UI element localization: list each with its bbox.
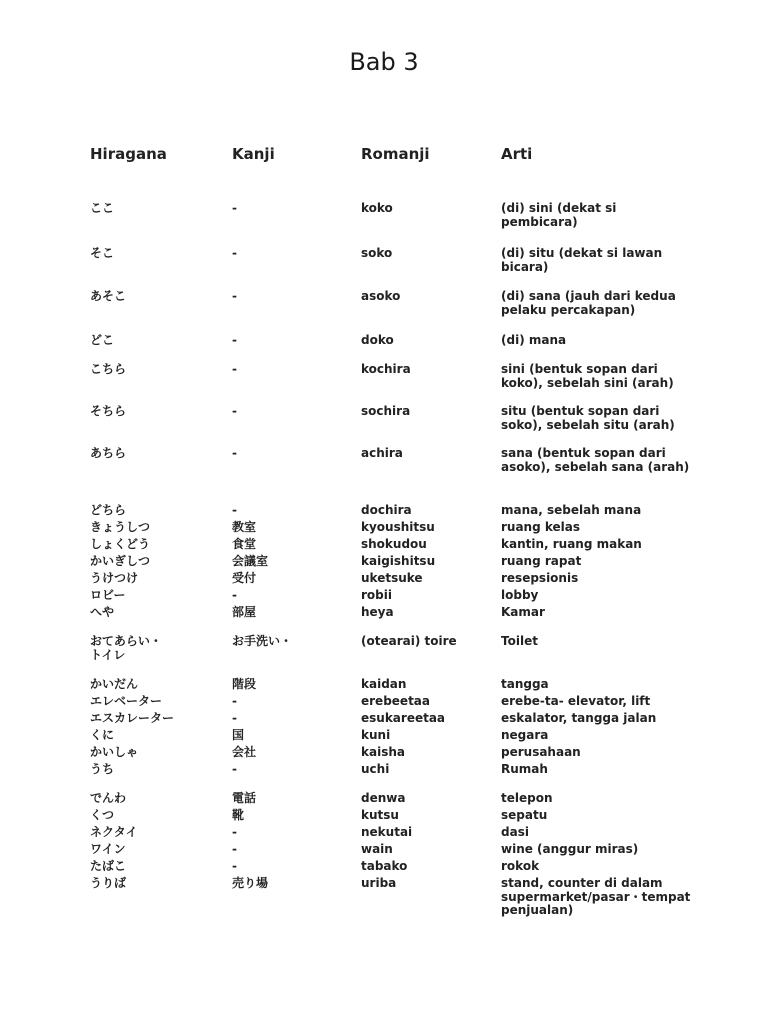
cell-romanji: (otearai) toire: [361, 634, 457, 648]
cell-romanji: wain: [361, 842, 393, 856]
cell-arti: eskalator, tangga jalan: [501, 711, 657, 725]
cell-romanji: doko: [361, 333, 394, 347]
cell-romanji: uchi: [361, 762, 390, 776]
cell-romanji: kochira: [361, 362, 411, 376]
cell-hiragana: あそこ: [90, 289, 127, 303]
cell-arti: Rumah: [501, 762, 548, 776]
cell-hiragana: うち: [90, 762, 115, 776]
cell-hiragana: かいだん: [90, 677, 139, 691]
cell-romanji: erebeetaa: [361, 694, 430, 708]
cell-arti: tangga: [501, 677, 549, 691]
cell-romanji: dochira: [361, 503, 412, 517]
cell-kanji: -: [232, 859, 237, 873]
cell-kanji: お手洗い・: [232, 634, 293, 648]
cell-romanji: sochira: [361, 404, 411, 418]
cell-hiragana: ここ: [90, 201, 115, 215]
cell-romanji: kaidan: [361, 677, 407, 691]
cell-arti: ruang rapat: [501, 554, 582, 568]
cell-arti: negara: [501, 728, 549, 742]
cell-arti: rokok: [501, 859, 540, 873]
cell-hiragana: こちら: [90, 362, 127, 376]
cell-arti: (di) situ (dekat si lawan bicara): [501, 246, 663, 274]
cell-kanji: 国: [232, 728, 245, 742]
cell-hiragana: どこ: [90, 333, 115, 347]
cell-romanji: tabako: [361, 859, 408, 873]
cell-arti: Kamar: [501, 605, 545, 619]
cell-hiragana: ネクタイ: [90, 825, 138, 839]
cell-kanji: -: [232, 711, 237, 725]
cell-kanji: 教室: [232, 520, 257, 534]
cell-kanji: 食堂: [232, 537, 257, 551]
cell-hiragana: でんわ: [90, 791, 127, 805]
cell-arti: lobby: [501, 588, 539, 602]
cell-kanji: -: [232, 588, 237, 602]
cell-arti: situ (bentuk sopan dari soko), sebelah situ (arah): [501, 404, 675, 432]
cell-arti: (di) sini (dekat si pembicara): [501, 201, 617, 229]
page-title: Bab 3: [349, 48, 419, 76]
cell-romanji: heya: [361, 605, 394, 619]
cell-hiragana: うりば: [90, 876, 127, 890]
cell-romanji: shokudou: [361, 537, 427, 551]
cell-kanji: 階段: [232, 677, 257, 691]
cell-arti: kantin, ruang makan: [501, 537, 642, 551]
cell-hiragana: へや: [90, 605, 115, 619]
cell-kanji: -: [232, 246, 237, 260]
cell-romanji: kaisha: [361, 745, 405, 759]
cell-hiragana: エレベーター: [90, 694, 163, 708]
cell-arti: perusahaan: [501, 745, 581, 759]
cell-arti: resepsionis: [501, 571, 579, 585]
cell-kanji: -: [232, 201, 237, 215]
cell-hiragana: そちら: [90, 404, 127, 418]
cell-kanji: 電話: [232, 791, 257, 805]
cell-romanji: uketsuke: [361, 571, 423, 585]
cell-hiragana: かいぎしつ: [90, 554, 151, 568]
cell-hiragana: おてあらい・ トイレ: [90, 634, 162, 662]
cell-kanji: 会議室: [232, 554, 269, 568]
cell-hiragana: きょうしつ: [90, 520, 151, 534]
cell-romanji: koko: [361, 201, 393, 215]
cell-arti: erebe-ta- elevator, lift: [501, 694, 651, 708]
cell-kanji: -: [232, 694, 237, 708]
cell-hiragana: ワイン: [90, 842, 126, 856]
cell-kanji: -: [232, 825, 237, 839]
cell-romanji: kuni: [361, 728, 391, 742]
cell-hiragana: どちら: [90, 503, 127, 517]
cell-arti: mana, sebelah mana: [501, 503, 642, 517]
cell-kanji: -: [232, 362, 237, 376]
cell-kanji: -: [232, 503, 237, 517]
cell-hiragana: たばこ: [90, 859, 127, 873]
cell-romanji: nekutai: [361, 825, 413, 839]
cell-arti: (di) mana: [501, 333, 567, 347]
header-romanji: Romanji: [361, 145, 430, 163]
cell-arti: sana (bentuk sopan dari asoko), sebelah sana (arah): [501, 446, 690, 474]
cell-kanji: -: [232, 289, 237, 303]
cell-hiragana: しょくどう: [90, 537, 151, 551]
cell-kanji: 会社: [232, 745, 257, 759]
cell-arti: telepon: [501, 791, 553, 805]
cell-kanji: 受付: [232, 571, 257, 585]
cell-hiragana: ロビー: [90, 588, 126, 602]
cell-arti: sini (bentuk sopan dari koko), sebelah sini (arah): [501, 362, 674, 390]
cell-arti: sepatu: [501, 808, 548, 822]
cell-hiragana: エスカレーター: [90, 711, 175, 725]
cell-hiragana: かいしゃ: [90, 745, 139, 759]
cell-arti: Toilet: [501, 634, 538, 648]
cell-kanji: 売り場: [232, 876, 269, 890]
cell-hiragana: くつ: [90, 808, 115, 822]
cell-kanji: -: [232, 762, 237, 776]
cell-romanji: denwa: [361, 791, 406, 805]
cell-romanji: esukareetaa: [361, 711, 446, 725]
cell-arti: ruang kelas: [501, 520, 581, 534]
cell-hiragana: うけつけ: [90, 571, 139, 585]
cell-arti: wine (anggur miras): [501, 842, 639, 856]
cell-hiragana: くに: [90, 728, 115, 742]
cell-hiragana: そこ: [90, 246, 115, 260]
cell-kanji: -: [232, 446, 237, 460]
cell-kanji: 靴: [232, 808, 245, 822]
header-arti: Arti: [501, 145, 533, 163]
cell-romanji: robii: [361, 588, 392, 602]
cell-romanji: kyoushitsu: [361, 520, 435, 534]
header-hiragana: Hiragana: [90, 145, 167, 163]
cell-romanji: achira: [361, 446, 403, 460]
cell-arti: (di) sana (jauh dari kedua pelaku percakapan): [501, 289, 676, 317]
cell-kanji: -: [232, 404, 237, 418]
cell-kanji: 部屋: [232, 605, 257, 619]
cell-kanji: -: [232, 333, 237, 347]
cell-hiragana: あちら: [90, 446, 127, 460]
cell-romanji: kutsu: [361, 808, 399, 822]
cell-romanji: asoko: [361, 289, 401, 303]
cell-arti: stand, counter di dalam supermarket/pasar・tempat penjualan): [501, 876, 691, 917]
cell-romanji: uriba: [361, 876, 397, 890]
cell-kanji: -: [232, 842, 237, 856]
cell-romanji: kaigishitsu: [361, 554, 436, 568]
cell-romanji: soko: [361, 246, 393, 260]
cell-arti: dasi: [501, 825, 529, 839]
header-kanji: Kanji: [232, 145, 275, 163]
